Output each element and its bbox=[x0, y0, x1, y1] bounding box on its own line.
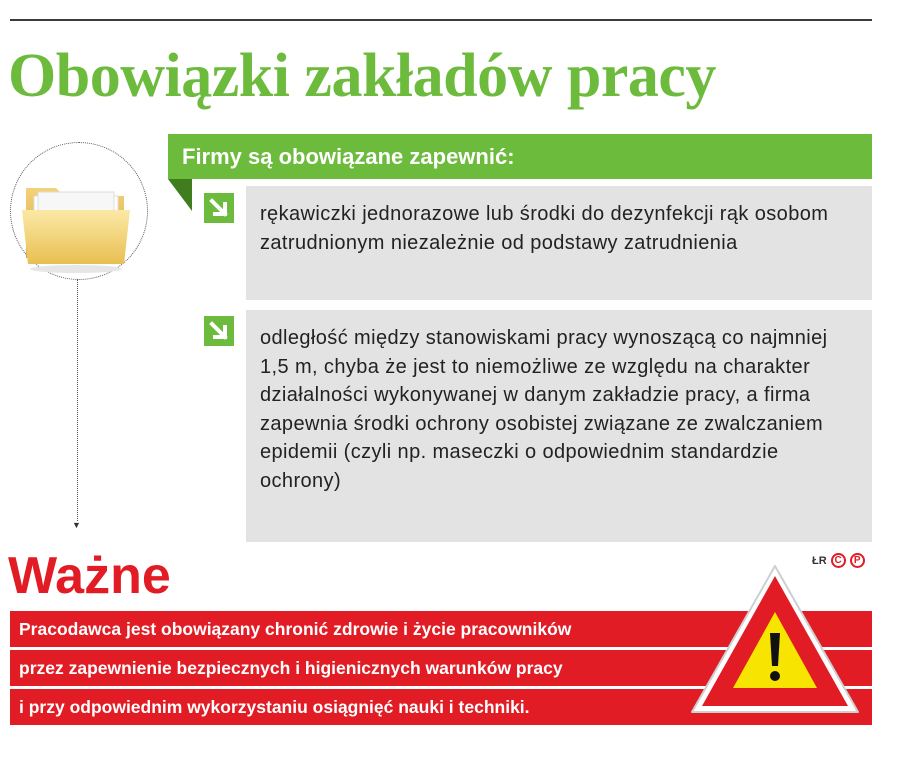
section-header bbox=[168, 134, 872, 179]
list-item bbox=[246, 310, 872, 542]
arrow-down-right-icon bbox=[204, 316, 234, 346]
section-header-text: Firmy są obowiązane zapewnić: bbox=[182, 144, 515, 169]
folder-icon bbox=[20, 176, 132, 281]
timeline-line bbox=[77, 279, 78, 521]
list-item-text: rękawiczki jednorazowe lub środki do dezynfekcji rąk osobom zatrudnionym niezależnie od podstawy zatrudnienia bbox=[260, 203, 829, 254]
list-item-text: odległość między stanowiskami pracy wynoszącą co najmniej 1,5 m, chyba że jest to niemożliwe ze względu na charakter działalności wykonywanej w danym zakładzie pracy, a firma zapewnia środki ochrony osobistej związane ze zwalczaniem epidemii (czyli np. maseczki o odpowiednim standardzie ochrony) bbox=[260, 327, 828, 492]
top-rule bbox=[10, 19, 872, 21]
arrow-down-right-icon bbox=[204, 193, 234, 223]
copyright-c-icon: C bbox=[831, 553, 846, 568]
important-line-text: Pracodawca jest obowiązany chronić zdrowie i życie pracowników bbox=[19, 619, 572, 639]
page-title: Obowiązki zakładów pracy bbox=[8, 42, 716, 110]
important-heading: Ważne bbox=[8, 547, 171, 605]
important-line-text: przez zapewnienie bezpiecznych i higienicznych warunków pracy bbox=[19, 658, 563, 678]
copyright-p-icon: P bbox=[850, 553, 865, 568]
important-line-text: i przy odpowiednim wykorzystaniu osiągnięć nauki i techniki. bbox=[19, 697, 530, 717]
timeline-end-icon: ▼ bbox=[72, 520, 81, 530]
header-fold bbox=[168, 179, 192, 216]
warning-triangle-icon bbox=[686, 560, 864, 725]
author-credit: ŁR bbox=[812, 554, 827, 567]
list-item bbox=[246, 186, 872, 300]
